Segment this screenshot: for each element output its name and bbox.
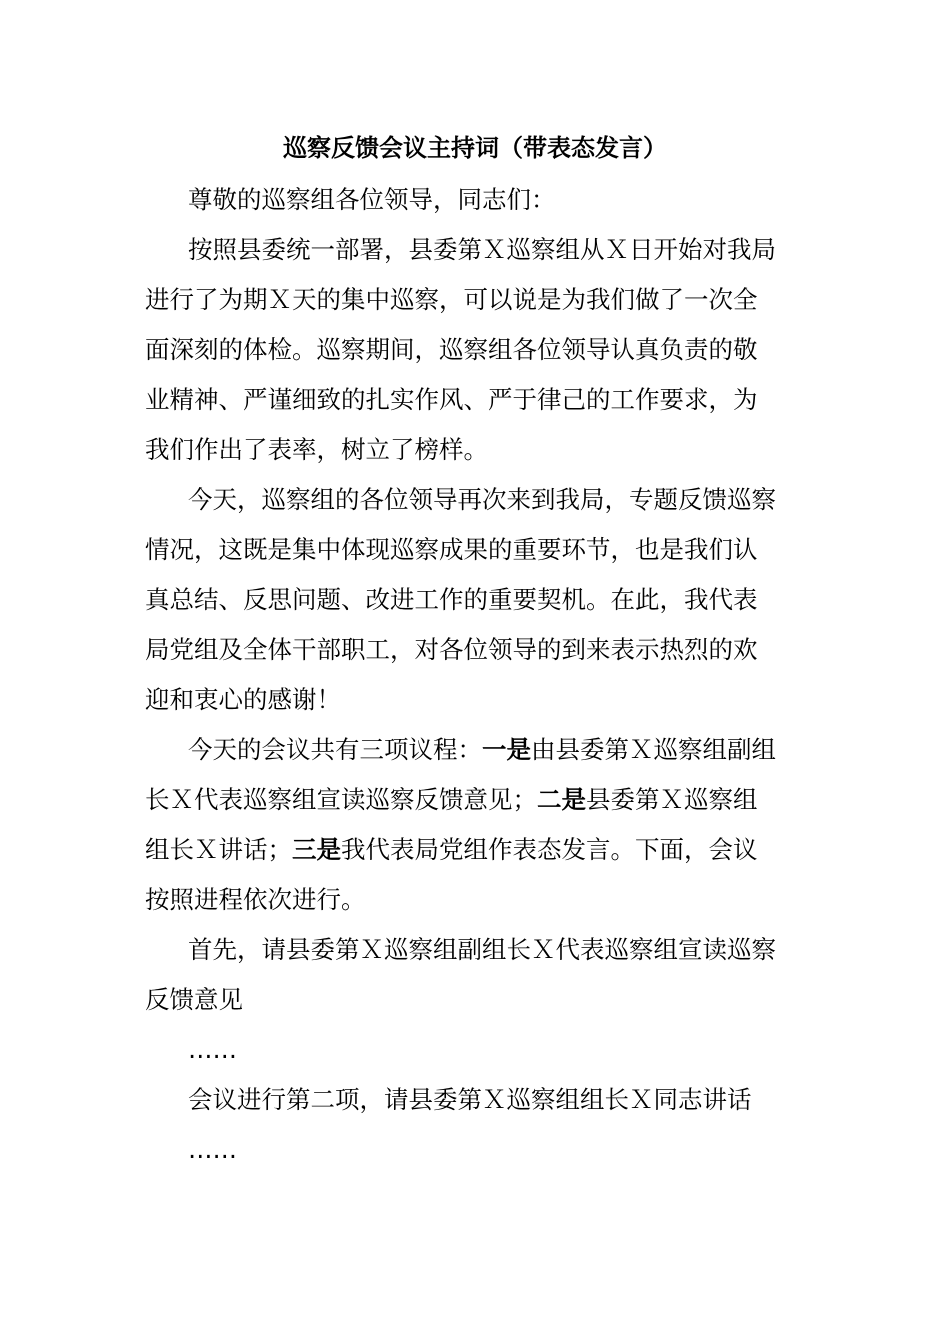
agenda-item-marker: 一是	[482, 735, 531, 764]
agenda-line	[188, 730, 776, 770]
salutation: 尊敬的巡察组各位领导，同志们：	[188, 185, 556, 214]
paragraph-line: 业精神、严谨细致的扎实作风、严于律己的工作要求，为	[145, 385, 758, 414]
ellipsis: ……	[188, 1135, 237, 1164]
agenda-line	[145, 780, 758, 820]
paragraph-line: 我们作出了表率，树立了榜样。	[145, 435, 488, 464]
agenda-line: 按照进程依次进行。	[145, 885, 366, 914]
document-title: 巡察反馈会议主持词（带表态发言）	[283, 134, 667, 162]
agenda-item-marker: 二是	[537, 785, 586, 814]
paragraph-line: 首先，请县委第Ｘ巡察组副组长Ｘ代表巡察组宣读巡察	[188, 935, 776, 964]
agenda-text: 长Ｘ代表巡察组宣读巡察反馈意见；	[145, 785, 537, 814]
agenda-line	[145, 830, 758, 870]
agenda-text: 我代表局党组作表态发言。下面，会议	[341, 835, 758, 864]
agenda-text: 今天的会议共有三项议程：	[188, 735, 482, 764]
paragraph-line: 进行了为期Ｘ天的集中巡察，可以说是为我们做了一次全	[145, 285, 758, 314]
ellipsis: ……	[188, 1035, 237, 1064]
paragraph-line: 按照县委统一部署，县委第Ｘ巡察组从Ｘ日开始对我局	[188, 235, 776, 264]
paragraph-line: 局党组及全体干部职工，对各位领导的到来表示热烈的欢	[145, 635, 758, 664]
paragraph-line: 会议进行第二项，请县委第Ｘ巡察组组长Ｘ同志讲话	[188, 1085, 752, 1114]
paragraph-line: 迎和衷心的感谢！	[145, 685, 341, 714]
agenda-text: 县委第Ｘ巡察组	[586, 785, 758, 814]
paragraph-line: 情况，这既是集中体现巡察成果的重要环节，也是我们认	[145, 535, 758, 564]
agenda-text: 由县委第Ｘ巡察组副组	[531, 735, 776, 764]
agenda-item-marker: 三是	[292, 835, 341, 864]
paragraph-line: 面深刻的体检。巡察期间，巡察组各位领导认真负责的敬	[145, 335, 758, 364]
paragraph-line: 反馈意见	[145, 985, 243, 1014]
agenda-text: 组长Ｘ讲话；	[145, 835, 292, 864]
paragraph-line: 今天，巡察组的各位领导再次来到我局，专题反馈巡察	[188, 485, 776, 514]
paragraph-line: 真总结、反思问题、改进工作的重要契机。在此，我代表	[145, 585, 758, 614]
